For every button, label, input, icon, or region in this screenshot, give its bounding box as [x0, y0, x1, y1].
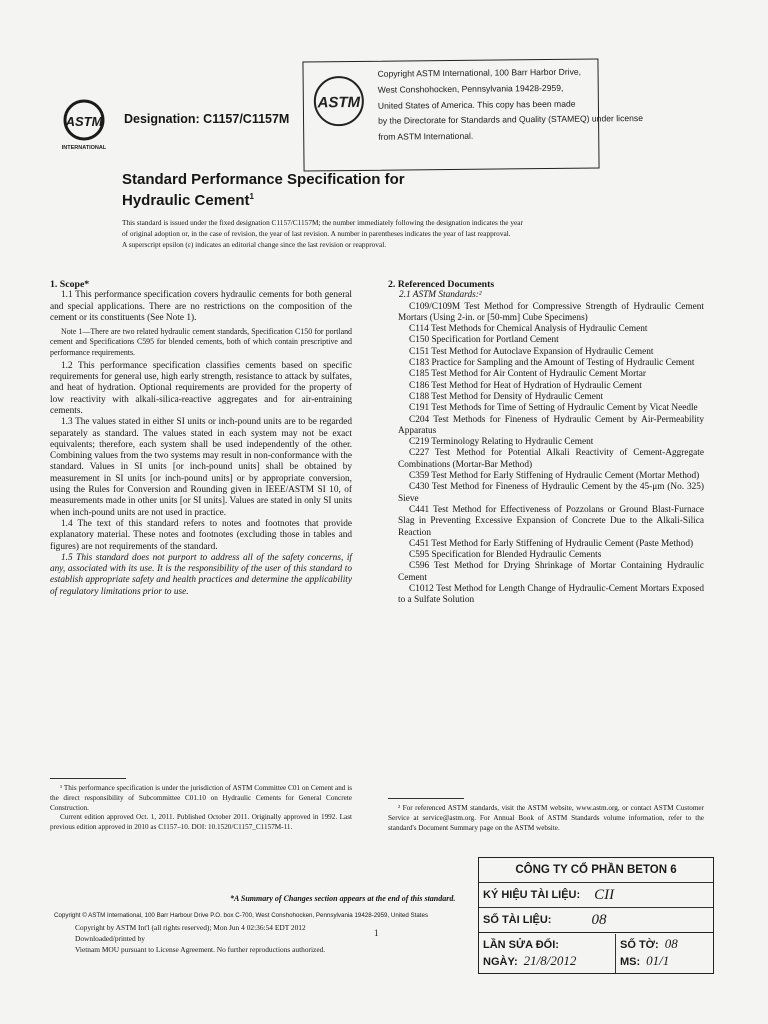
subsection-astm-standards: 2.1 ASTM Standards:²: [399, 290, 482, 301]
issue-line: of original adoption or, in the case of revision, the year of last revision. A number in parentheses indicates the year of last reapproval.: [122, 229, 511, 238]
reference-item: C191 Test Methods for Time of Setting of Hydraulic Cement by Vicat Needle: [409, 403, 698, 414]
left-column: [50, 279, 352, 598]
company-name: CÔNG TY CỔ PHẦN BETON 6: [515, 864, 677, 876]
download-line: Downloaded/printed by: [75, 934, 145, 943]
svg-text:INTERNATIONAL: INTERNATIONAL: [61, 145, 107, 151]
document-symbol-value: CII: [594, 886, 615, 903]
stamp-line: Copyright ASTM International, 100 Barr Harbor Drive,: [377, 66, 582, 79]
astm-stamp-logo-icon: [312, 74, 367, 129]
document-number-label: SỐ TÀI LIỆU:: [483, 914, 552, 926]
issue-notice: [122, 217, 642, 250]
page-count-value: 08: [664, 936, 678, 951]
reference-item: C359 Test Method for Early Stiffening of Hydraulic Cement (Mortar Method): [409, 471, 700, 482]
download-notice: [75, 922, 325, 955]
stamp-line: from ASTM International.: [378, 130, 474, 142]
note-1: Note 1—There are two related hydraulic cement standards, Specification C150 for portland cement and Specifications C595 for blended cements, both of which contain prescriptive and performance requirements.: [50, 327, 352, 357]
paragraph-1-2: 1.2 This performance specification classifies cements based on specific requirements for general use, high early strength, resistance to attack by sulfates, and heat of hydration. Optional requirements are provided for the property of low reactivity with alkali-silica-reactive aggregates and for air-entraining cements.: [50, 360, 352, 416]
document-control-stamp: [478, 857, 714, 974]
reference-item: C1012 Test Method for Length Change of Hydraulic-Cement Mortars Exposed to a Sulfate Solution: [398, 584, 704, 606]
reference-item: C151 Test Method for Autoclave Expansion of Hydraulic Cement: [409, 346, 654, 357]
astm-logo-icon: [56, 96, 112, 154]
reference-item: C183 Practice for Sampling and the Amount of Testing of Hydraulic Cement: [409, 358, 695, 369]
document-symbol-label: KÝ HIỆU TÀI LIỆU:: [483, 889, 581, 901]
sheet-cell: [616, 933, 682, 973]
download-line: Copyright by ASTM Int'l (all rights reserved); Mon Jun 4 02:36:54 EDT 2012: [75, 923, 306, 932]
revision-row: [479, 932, 713, 973]
page-title: [122, 171, 405, 209]
svg-text:ASTM: ASTM: [65, 114, 103, 129]
reference-item: C185 Test Method for Air Content of Hydraulic Cement Mortar: [409, 369, 646, 380]
astm-logo: [56, 96, 112, 159]
footnote-rule-left: [50, 778, 126, 779]
reference-item: C109/C109M Test Method for Compressive Strength of Hydraulic Cement Mortars (Using 2-in. or [50-mm] Cube Specimens): [398, 301, 704, 323]
svg-text:ASTM: ASTM: [317, 93, 361, 112]
ms-label: MS:: [620, 956, 641, 968]
issue-line: This standard is issued under the fixed designation C1157/C1157M; the number immediately following the designation indicates the year: [122, 218, 523, 227]
reference-item: C451 Test Method for Early Stiffening of Hydraulic Cement (Paste Method): [409, 538, 694, 549]
reference-item: C150 Specification for Portland Cement: [409, 335, 559, 346]
ms-value: 01/1: [646, 953, 670, 968]
document-symbol-row: [479, 882, 713, 907]
reference-item: C430 Test Method for Fineness of Hydraulic Cement by the 45-μm (No. 325) Sieve: [398, 482, 704, 504]
issue-line: A superscript epsilon (ε) indicates an editorial change since the last revision or reapproval.: [122, 240, 387, 249]
document-number-value: 08: [591, 911, 607, 928]
copyright-line: Copyright © ASTM International, 100 Barr Harbour Drive P.O. box C-700, West Conshohocken, Pennsylvania 19428-2959, United States: [54, 912, 429, 919]
paragraph-1-4: 1.4 The text of this standard refers to notes and footnotes that provide explanatory material. These notes and footnotes (excluding those in tables and figures) are not requirements of the standard.: [50, 518, 352, 552]
footnote-1-edition: Current edition approved Oct. 1, 2011. Published October 2011. Originally approved in 1992. Last previous edition approved in 2010 as C1157–10. DOI: 10.1520/C1157_C1157M-11.: [50, 813, 352, 832]
reference-item: C114 Test Methods for Chemical Analysis of Hydraulic Cement: [409, 324, 648, 335]
reference-item: C441 Test Method for Effectiveness of Pozzolans or Ground Blast-Furnace Slag in Preventing Excessive Expansion of Concrete Due to the Alkali-Silica Reaction: [398, 504, 704, 538]
reference-item: C188 Test Method for Density of Hydraulic Cement: [409, 391, 604, 402]
reference-item: C595 Specification for Blended Hydraulic Cements: [409, 550, 602, 561]
date-value: 21/8/2012: [523, 952, 577, 968]
summary-of-changes-note: *A Summary of Changes section appears at the end of this standard.: [230, 894, 456, 903]
footnote-2-text: ² For referenced ASTM standards, visit the ASTM website, www.astm.org, or contact ASTM Customer Service at service@astm.org. For Annual Book of ASTM Standards volume information, refer to the standard's Document Summary page on the ASTM website.: [388, 804, 704, 832]
footnote-rule-right: [388, 798, 464, 799]
section-heading-referenced-documents: 2. Referenced Documents: [388, 279, 495, 290]
paragraph-1-1: 1.1 This performance specification covers hydraulic cements for both general and special applications. There are no restrictions on the composition of the cement or its constituents (See Note 1).: [50, 290, 352, 323]
stamp-line: United States of America. This copy has been made: [377, 98, 576, 111]
title-line-1: Standard Performance Specification for: [122, 171, 405, 188]
date-label: NGÀY:: [483, 955, 518, 968]
footnote-1-text: ¹ This performance specification is under the jurisdiction of ASTM Committee C01 on Cement and is the direct responsibility of Subcommittee C01.10 on Hydraulic Cements for General Concrete Construction.: [50, 784, 352, 812]
page-count-label: SỐ TỜ:: [620, 939, 659, 951]
stamp-line: West Conshohocken, Pennsylvania 19428-2959,: [377, 82, 564, 95]
revision-label: LẦN SỬA ĐỔI:: [483, 938, 559, 951]
section-heading-scope: 1. Scope*: [50, 279, 90, 290]
reference-item: C186 Test Method for Heat of Hydration of Hydraulic Cement: [409, 380, 642, 391]
paragraph-1-5: 1.5 This standard does not purport to address all of the safety concerns, if any, associated with its use. It is the responsibility of the user of this standard to establish appropriate safety and health practices and determine the applicability of regulatory limitations prior to use.: [50, 552, 352, 597]
title-footnote-ref: 1: [249, 192, 254, 201]
download-line: Vietnam MOU pursuant to License Agreement. No further reproductions authorized.: [75, 945, 326, 954]
copyright-stamp: [302, 58, 644, 171]
designation: Designation: C1157/C1157M: [124, 112, 290, 126]
paragraph-1-3: 1.3 The values stated in either SI units or inch-pound units are to be regarded separately as standard. The values stated in each system may not be exact equivalents; therefore, each system shall be used independently of the other. Combining values from the two systems may result in non-conformance with the standard. Values in SI units [or inch-pound units] shall be obtained by measurement in SI units [or inch-pound units] or by appropriate conversion, using the Rules for Conversion and Rounding given in IEEE/ASTM SI 10, of measurements made in other units [or SI units]. Values are stated in only SI units when inch-pound units are not used in practice.: [50, 417, 352, 518]
stamp-line: by the Directorate for Standards and Quality (STAMEQ) under license: [378, 113, 644, 127]
revision-date-cell: [479, 934, 616, 973]
reference-item: C227 Test Method for Potential Alkali Reactivity of Cement-Aggregate Combinations (Mortar-Bar Method): [398, 448, 704, 470]
footnote-2: [388, 804, 704, 833]
reference-item: C204 Test Methods for Fineness of Hydraulic Cement by Air-Permeability Apparatus: [398, 414, 704, 436]
footnote-1: [50, 784, 352, 833]
reference-item: C596 Test Method for Drying Shrinkage of Mortar Containing Hydraulic Cement: [398, 561, 704, 583]
reference-item: C219 Terminology Relating to Hydraulic Cement: [409, 437, 594, 448]
page-number: 1: [374, 928, 379, 938]
document-number-row: [479, 907, 713, 932]
title-line-2: Hydraulic Cement: [122, 192, 250, 209]
right-column: [388, 279, 704, 607]
